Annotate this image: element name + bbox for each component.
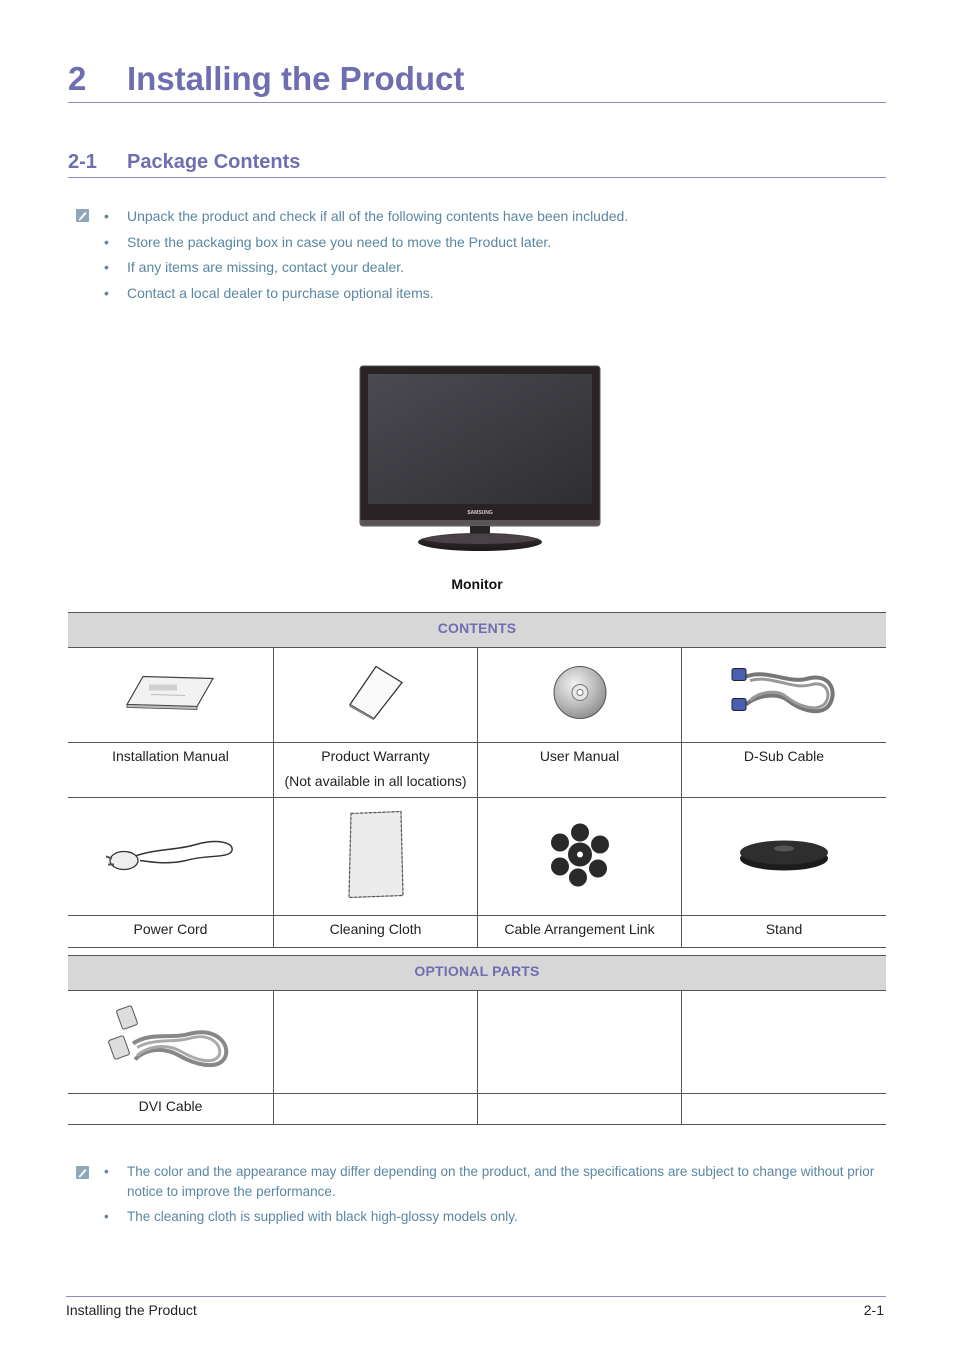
section-number: 2-1 xyxy=(68,151,97,173)
label-cell xyxy=(273,742,477,797)
dsub-cable-icon xyxy=(728,664,840,725)
image-cell xyxy=(681,990,886,1093)
label-cell xyxy=(273,915,477,947)
stand-base-icon xyxy=(738,836,830,877)
note-icon xyxy=(76,1166,89,1179)
item-label: Installation Manual xyxy=(112,748,229,764)
item-label: Power Cord xyxy=(133,921,208,937)
item-label: Cable Arrangement Link xyxy=(504,921,655,937)
optional-image-row xyxy=(68,990,886,1094)
contents-header: CONTENTS xyxy=(68,612,886,648)
monitor-brand: SAMSUNG xyxy=(467,510,493,516)
image-cell xyxy=(477,798,681,915)
footer-page-number: 2-1 xyxy=(863,1302,884,1318)
monitor-caption: Monitor xyxy=(451,576,503,592)
item-label: User Manual xyxy=(539,748,620,764)
label-cell xyxy=(681,915,886,947)
contents-image-row xyxy=(68,647,886,743)
item-label: Stand xyxy=(765,921,803,937)
power-cord-icon xyxy=(106,834,236,879)
image-cell xyxy=(68,798,273,915)
item-label: Product Warranty xyxy=(321,748,430,764)
dvi-cable-icon xyxy=(107,1003,235,1080)
section-title: Package Contents xyxy=(127,151,301,173)
chapter-number: 2 xyxy=(68,60,87,97)
label-cell xyxy=(477,742,681,797)
chapter-title: Installing the Product xyxy=(127,60,465,97)
item-label: D-Sub Cable xyxy=(743,748,825,764)
image-cell xyxy=(68,990,273,1093)
chapter-heading xyxy=(68,58,886,103)
optional-header: OPTIONAL PARTS xyxy=(68,955,886,991)
contents-label-row xyxy=(68,742,886,798)
monitor-image xyxy=(354,360,606,560)
item-label: Cleaning Cloth xyxy=(329,921,422,937)
notes-top-list xyxy=(104,207,628,310)
page-footer xyxy=(66,1296,886,1327)
optional-label-row xyxy=(68,1093,886,1125)
label-cell xyxy=(68,742,273,797)
image-cell xyxy=(273,798,477,915)
image-cell xyxy=(477,647,681,742)
image-cell xyxy=(68,647,273,742)
label-cell xyxy=(477,1093,681,1124)
label-cell xyxy=(68,1093,273,1124)
note-item: • The color and the appearance may differ depending on the product, and the specifications are subject to change without prior notice to improve the performance. xyxy=(104,1162,886,1202)
label-cell xyxy=(68,915,273,947)
image-cell xyxy=(681,647,886,742)
label-cell xyxy=(477,915,681,947)
item-label: DVI Cable xyxy=(138,1098,203,1114)
label-cell xyxy=(681,742,886,797)
warranty-card-icon xyxy=(346,664,406,725)
cd-disc-icon xyxy=(552,664,608,725)
image-cell xyxy=(681,798,886,915)
note-item: • The cleaning cloth is supplied with black high-glossy models only. xyxy=(104,1207,886,1227)
image-cell xyxy=(477,990,681,1093)
label-cell xyxy=(681,1093,886,1124)
item-sublabel: (Not available in all locations) xyxy=(284,773,467,789)
footer-chapter-title: Installing the Product xyxy=(66,1302,197,1318)
contents-label-row xyxy=(68,915,886,948)
notes-bottom-list xyxy=(104,1162,886,1232)
note-item: • Unpack the product and check if all of the following contents have been included. xyxy=(104,207,628,233)
image-cell xyxy=(273,647,477,742)
note-item: • Store the packaging box in case you need to move the Product later. xyxy=(104,233,628,259)
cleaning-cloth-icon xyxy=(347,809,405,904)
note-icon xyxy=(76,209,89,222)
contents-image-row xyxy=(68,798,886,916)
image-cell xyxy=(273,990,477,1093)
cable-link-icon xyxy=(548,822,612,891)
label-cell xyxy=(273,1093,477,1124)
section-heading xyxy=(68,149,886,178)
installation-manual-icon xyxy=(125,672,217,717)
note-item: • Contact a local dealer to purchase optional items. xyxy=(104,284,628,310)
note-item: • If any items are missing, contact your dealer. xyxy=(104,258,628,284)
